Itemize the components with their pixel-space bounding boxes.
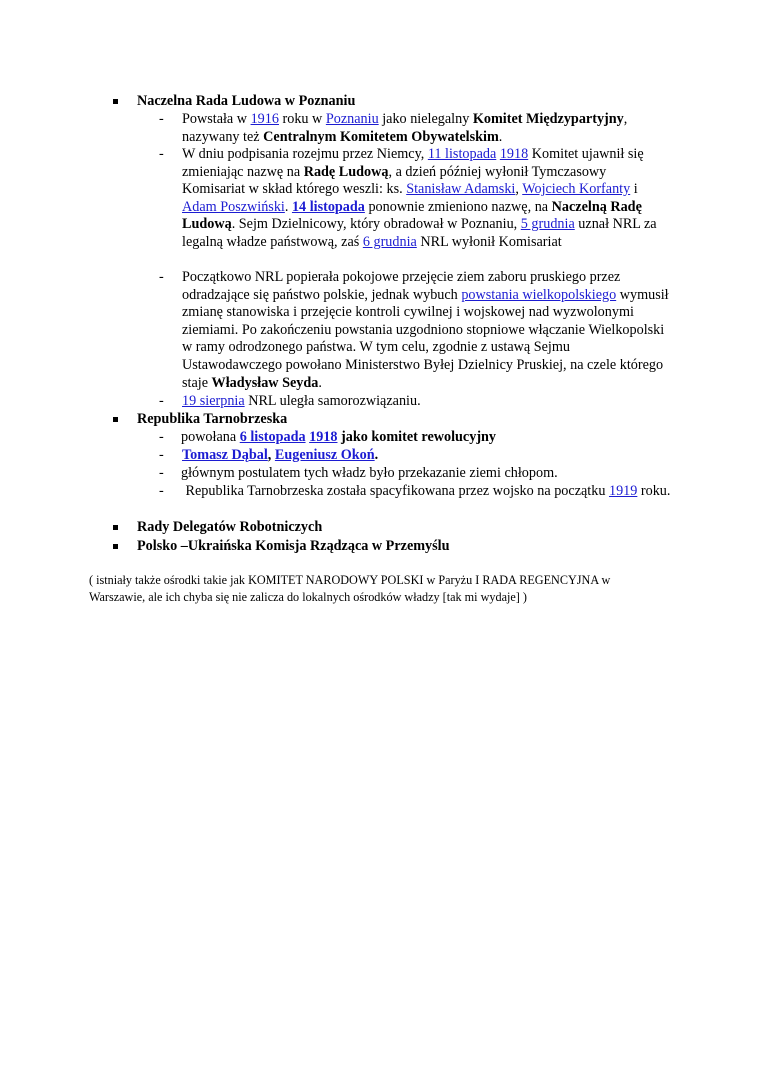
section-title-rdr: Rady Delegatów Robotniczych [137, 519, 323, 535]
dash: - [159, 447, 164, 463]
bold-komitet: Komitet Międzypartyjny [472, 111, 624, 127]
section-title-puk: Polsko –Ukraińska Komisja Rządząca w Przemyślu [137, 538, 450, 554]
link-1918-rt[interactable]: 1918 [309, 429, 338, 445]
link-dabal[interactable]: Tomasz Dąbal [182, 447, 268, 463]
dash: - [159, 429, 164, 445]
link-adamski[interactable]: Stanisław Adamski [406, 181, 516, 198]
bullet-puk [112, 538, 122, 556]
bold-seyda: Władysław Seyda [211, 374, 319, 391]
link-14-listopada[interactable]: 14 listopada [291, 198, 365, 215]
link-19-sierpnia[interactable]: 19 sierpnia [182, 393, 245, 409]
dash: - [159, 146, 164, 162]
link-5-grudnia[interactable]: 5 grudnia [520, 216, 575, 233]
list-item-nrl-3: Początkowo NRL popierała pokojowe przejęcie ziem zaboru pruskiego przez odradzające się państwo polskie, jednak wybuch powstania wielkopolskiego wymusił zmianę stanowiska i przejęcie kontroli cywilnej i wojskowej nad wyzwolonymi ziemiami. Po zakończeniu powstania uzgodniono stopniowe włączanie Wielkopolski w ramy odrodzonego państwa. W tym celu, zgodnie z ustawą Sejmu Ustawodawczego powołano Ministerstwo Byłej Dzielnicy Pruskiej, na czele którego staje Władysław Seyda. [182, 269, 669, 391]
bold-rada-ludowa: Radę Ludową [303, 163, 389, 180]
section-title-nrl: Naczelna Rada Ludowa w Poznaniu [137, 93, 356, 109]
link-okon[interactable]: Eugeniusz Okoń [274, 447, 375, 463]
link-poszwinski[interactable]: Adam Poszwiński [182, 198, 285, 215]
bullet-rt [112, 411, 122, 429]
dash: - [159, 465, 164, 481]
link-powstanie-wielkopolskie[interactable]: powstania wielkopolskiego [461, 286, 617, 303]
list-item-rt-2: Tomasz Dąbal, Eugeniusz Okoń. [182, 447, 379, 463]
link-6-listopada[interactable]: 6 listopada [239, 429, 306, 445]
footnote: ( istniały także ośrodki takie jak KOMITET NARODOWY POLSKI w Paryżu I RADA REGENCYJNA w Warszawie, ale ich chyba się nie zalicza do lokalnych ośrodków władzy [tak mi wydaje] ) [89, 573, 611, 604]
link-6-grudnia[interactable]: 6 grudnia [362, 233, 417, 250]
bullet-nrl [112, 93, 122, 111]
dash: - [159, 483, 164, 499]
dash: - [159, 269, 164, 285]
list-item-nrl-1: Powstała w 1916 roku w Poznaniu jako nielegalny Komitet Międzypartyjny, nazywany też Centralnym Komitetem Obywatelskim. [182, 111, 628, 145]
bold-naczelna-rada: Naczelną Radę Ludową [182, 198, 642, 233]
section-title-rt: Republika Tarnobrzeska [137, 411, 288, 427]
link-1919[interactable]: 1919 [608, 483, 638, 499]
dash: - [159, 111, 164, 127]
list-item-nrl-4: 19 sierpnia NRL uległa samorozwiązaniu. [182, 393, 421, 409]
list-item-rt-3: głównym postulatem tych władz było przekazanie ziemi chłopom. [181, 465, 558, 481]
link-poznan[interactable]: Poznaniu [325, 111, 379, 127]
bullet-rdr [112, 519, 122, 537]
list-item-rt-1: powołana 6 listopada 1918 jako komitet rewolucyjny [181, 429, 497, 445]
dash: - [159, 393, 164, 409]
link-korfanty[interactable]: Wojciech Korfanty [522, 181, 631, 198]
link-1916[interactable]: 1916 [250, 111, 279, 127]
link-1918[interactable]: 1918 [499, 146, 529, 162]
link-11-listopada[interactable]: 11 listopada [427, 146, 497, 162]
list-item-rt-4: Republika Tarnobrzeska została spacyfikowana przez wojsko na początku 1919 roku. [182, 483, 671, 499]
bold-komitet-rewolucyjny: jako komitet rewolucyjny [337, 429, 497, 445]
bold-centralny: Centralnym Komitetem Obywatelskim [263, 128, 499, 145]
list-item-nrl-2: W dniu podpisania rozejmu przez Niemcy, 11 listopada 1918 Komitet ujawnił się zmieniając nazwę na Radę Ludową, a dzień później wyłonił Tymczasowy Komisariat w skład którego weszli: ks. Stanisław Adamski, Wojciech Korfanty i Adam Poszwiński. 14 listopada ponownie zmieniono nazwę, na Naczelną Radę Ludową. Sejm Dzielnicowy, który obradował w Poznaniu, 5 grudnia uznał NRL za legalną władze państwową, zaś 6 grudnia NRL wyłonił Komisariat [182, 146, 657, 250]
